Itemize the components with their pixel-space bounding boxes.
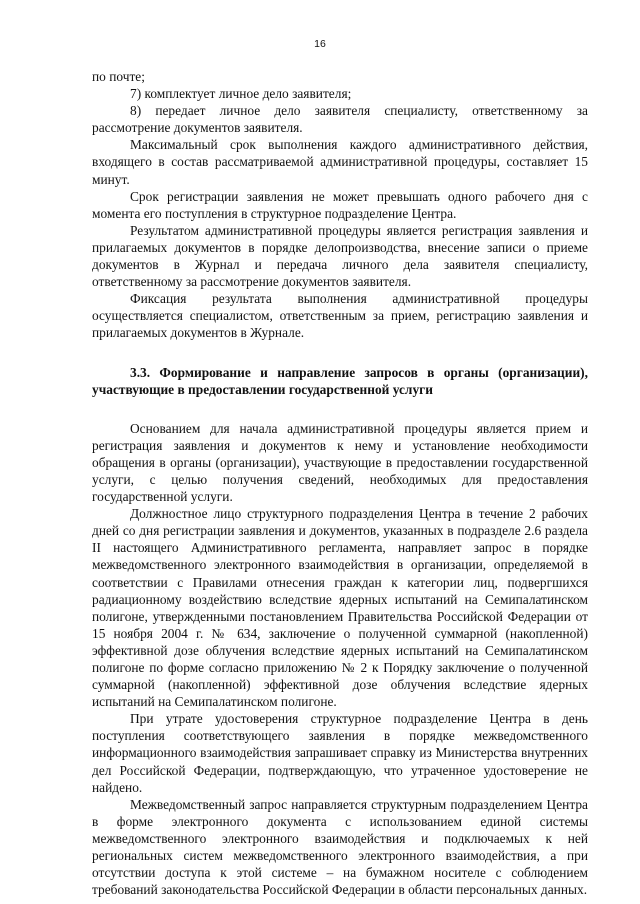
paragraph: Максимальный срок выполнения каждого административного действия, входящего в состав рассматриваемой административной процедуры, составляет 15 минут. — [92, 137, 588, 187]
section-heading: 3.3. Формирование и направление запросов в органы (организации), участвующие в предоставлении государственной услуги — [92, 364, 588, 397]
paragraph: Должностное лицо структурного подразделения Центра в течение 2 рабочих дней со дня регистрации заявления и документов, указанных в подразделе 2.6 раздела II настоящего Административного регламента, направляет запрос в порядке межведомственного электронного взаимодействия в организации, определяемой в соответствии с Правилами отнесения граждан к категории лиц, подвергшихся радиационному воздействию вследствие ядерных испытаний на Семипалатинском полигоне, утвержденными постановлением Правительства Российской Федерации от 15 ноября 2004 г. № 634, заключение о полученной суммарной (накопленной) эффективной дозе облучения вследствие ядерных испытаний на Семипалатинском полигоне по форме согласно приложению № 2 к Порядку заключение о полученной суммарной (накопленной) эффективной дозе облучения вследствие ядерных испытаний на Семипалатинском полигоне. — [92, 506, 588, 710]
paragraph: Срок регистрации заявления не может превышать одного рабочего дня с момента его поступления в структурное подразделение Центра. — [92, 188, 588, 221]
paragraph: Результатом административной процедуры является регистрация заявления и прилагаемых документов в порядке делопроизводства, внесение записи о приеме документов в Журнал и передача личного дела заявителя специалисту, ответственному за рассмотрение документов заявителя. — [92, 222, 588, 290]
page-number: 16 — [314, 38, 326, 50]
paragraph: по почте; — [92, 69, 145, 84]
paragraph: Фиксация результата выполнения административной процедуры осуществляется специалистом, ответственным за прием, регистрацию заявления и прилагаемых документов в Журнале. — [92, 291, 588, 341]
paragraph: 7) комплектует личное дело заявителя; — [130, 86, 352, 102]
document-body — [92, 68, 588, 898]
paragraph: 8) передает личное дело заявителя специалисту, ответственному за рассмотрение документов заявителя. — [92, 103, 588, 136]
paragraph: Основанием для начала административной процедуры является прием и регистрация заявления и документов к нему и установление необходимости обращения в органы (организации), участвующие в предоставлении государственной услуги, с целью получения сведений, необходимых для предоставления государственной услуги. — [92, 420, 588, 505]
paragraph: Межведомственный запрос направляется структурным подразделением Центра в форме электронного документа с использованием единой системы межведомственного электронного взаимодействия и подключаемых к ней региональных систем межведомственного электронного взаимодействия, а при отсутствии доступа к этой системе – на бумажном носителе с соблюдением требований законодательства Российской Федерации в области персональных данных. — [92, 796, 588, 898]
paragraph: При утрате удостоверения структурное подразделение Центра в день поступления соответствующего заявления в порядке межведомственного информационного взаимодействия запрашивает справку из Министерства внутренних дел Российской Федерации, подтверждающую, что утраченное удостоверение не найдено. — [92, 711, 588, 795]
